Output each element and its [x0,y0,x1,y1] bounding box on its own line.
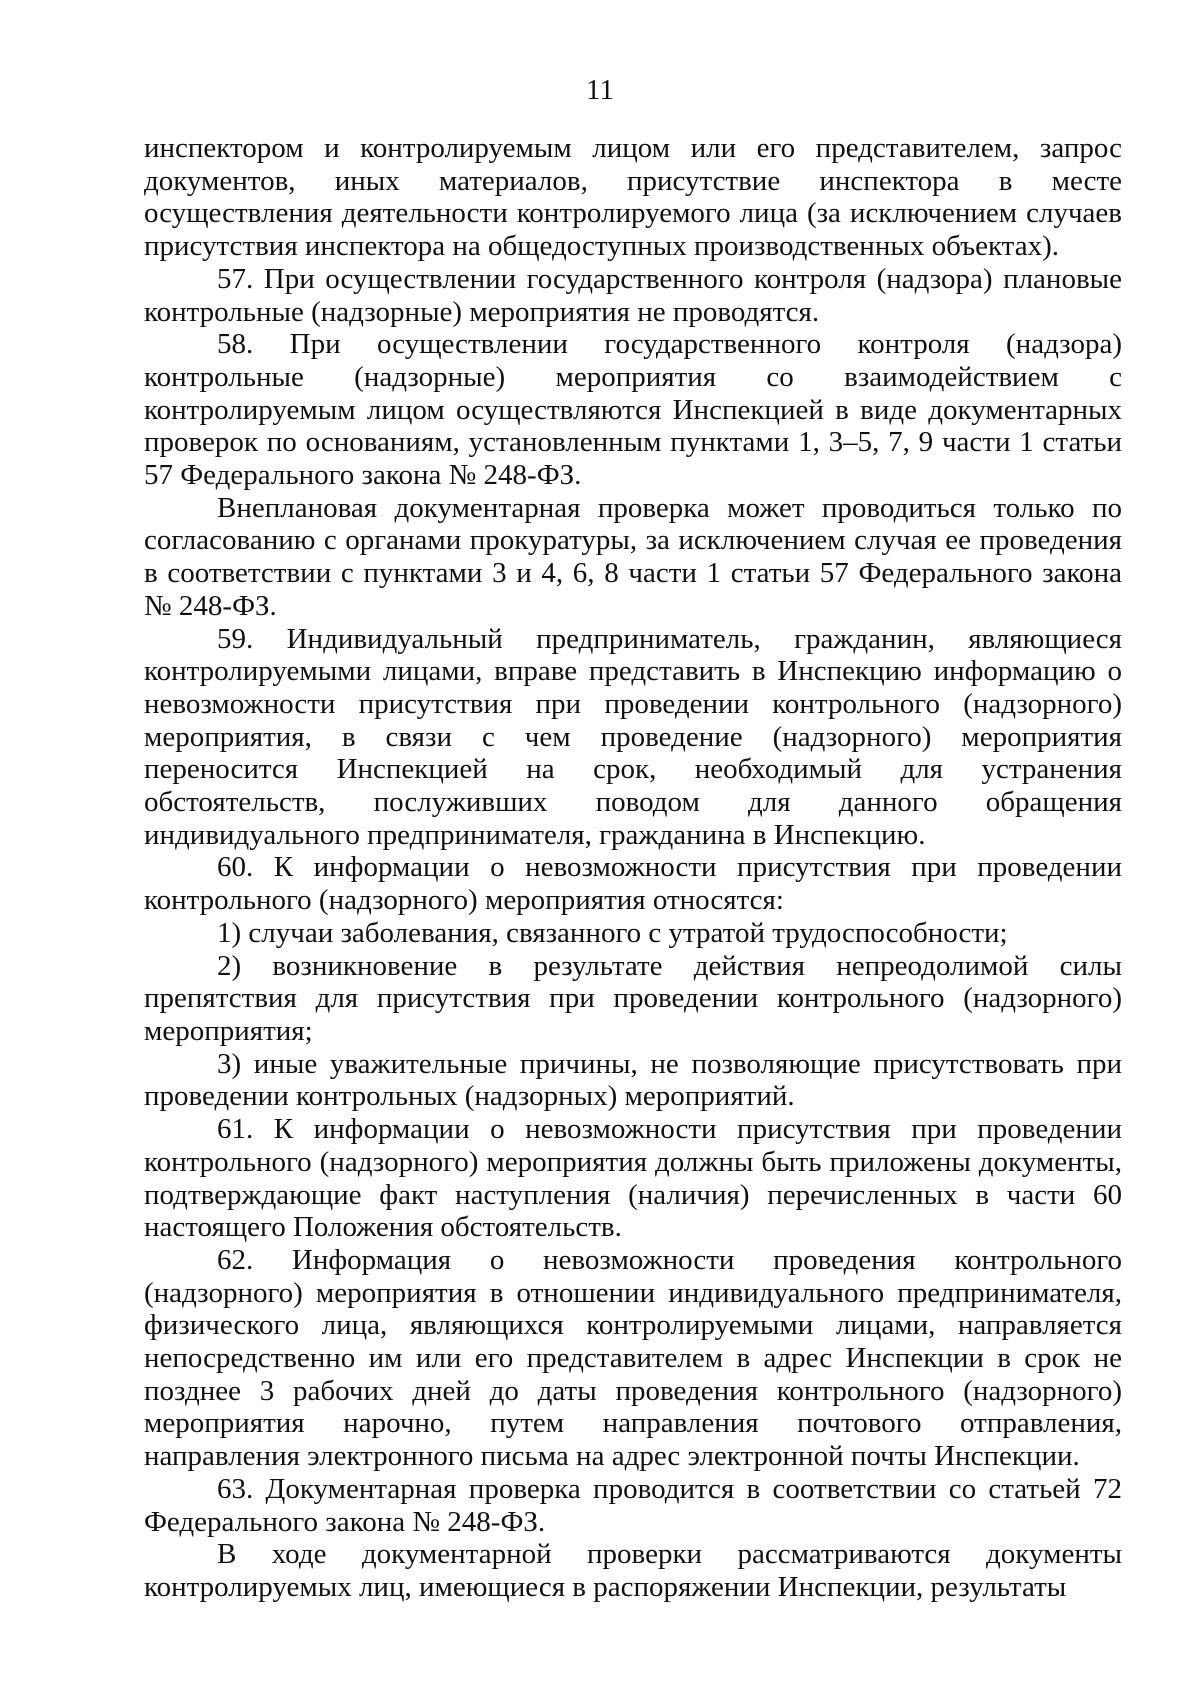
paragraph-60: 60. К информации о невозможности присутствия при проведении контрольного (надзорного) мероприятия относятся: [144,851,1122,917]
paragraph-continuation: инспектором и контролируемым лицом или его представителем, запрос документов, иных материалов, присутствие инспектора в месте осуществления деятельности контролируемого лица (за исключением случаев присутствия инспектора на общедоступных производственных объектах). [144,132,1122,263]
paragraph-63-document-review: В ходе документарной проверки рассматриваются документы контролируемых лиц, имеющиеся в распоряжении Инспекции, результаты [144,1538,1122,1603]
paragraph-62: 62. Информация о невозможности проведения контрольного (надзорного) мероприятия в отношении индивидуального предпринимателя, физического лица, являющихся контролируемыми лицами, направляется непосредственно им или его представителем в адрес Инспекции в срок не позднее 3 рабочих дней до даты проведения контрольного (надзорного) мероприятия нарочно, путем направления почтового отправления, направления электронного письма на адрес электронной почты Инспекции. [144,1243,1122,1473]
paragraph-59: 59. Индивидуальный предприниматель, гражданин, являющиеся контролируемыми лицами, вправе представить в Инспекцию информацию о невозможности присутствия при проведении контрольного (надзорного) мероприятия, в связи с чем проведение (надзорного) мероприятия переносится Инспекцией на срок, необходимый для устранения обстоятельств, послуживших поводом для данного обращения индивидуального предпринимателя, гражданина в Инспекцию. [144,622,1122,851]
list-item-3: 3) иные уважительные причины, не позволяющие присутствовать при проведении контрольных (надзорных) мероприятий. [144,1047,1122,1113]
paragraph-58: 58. При осуществлении государственного контроля (надзора) контрольные (надзорные) мероприятия со взаимодействием с контролируемым лицом осуществляются Инспекцией в виде документарных проверок по основаниям, установленным пунктами 1, 3–5, 7, 9 части 1 статьи 57 Федерального закона № 248-ФЗ. [144,328,1122,492]
list-item-1: 1) случаи заболевания, связанного с утратой трудоспособности; [217,916,1008,949]
paragraph-58-unscheduled-check: Внеплановая документарная проверка может проводиться только по согласованию с органами прокуратуры, за исключением случая ее проведения в соответствии с пунктами 3 и 4, 6, 8 части 1 статьи 57 Федерального закона № 248-ФЗ. [144,491,1122,622]
paragraph-61: 61. К информации о невозможности присутствия при проведении контрольного (надзорного) мероприятия должны быть приложены документы, подтверждающие факт наступления (наличия) перечисленных в части 60 настоящего Положения обстоятельств. [144,1113,1122,1244]
document-body [144,132,1122,1604]
paragraph-63: 63. Документарная проверка проводится в соответствии со статьей 72 Федерального закона № 248-ФЗ. [144,1472,1122,1538]
paragraph-57: 57. При осуществлении государственного контроля (надзора) плановые контрольные (надзорные) мероприятия не проводятся. [144,262,1122,328]
list-item-2: 2) возникновение в результате действия непреодолимой силы препятствия для присутствия при проведении контрольного (надзорного) мероприятия; [144,949,1122,1047]
page-number: 11 [586,74,614,106]
